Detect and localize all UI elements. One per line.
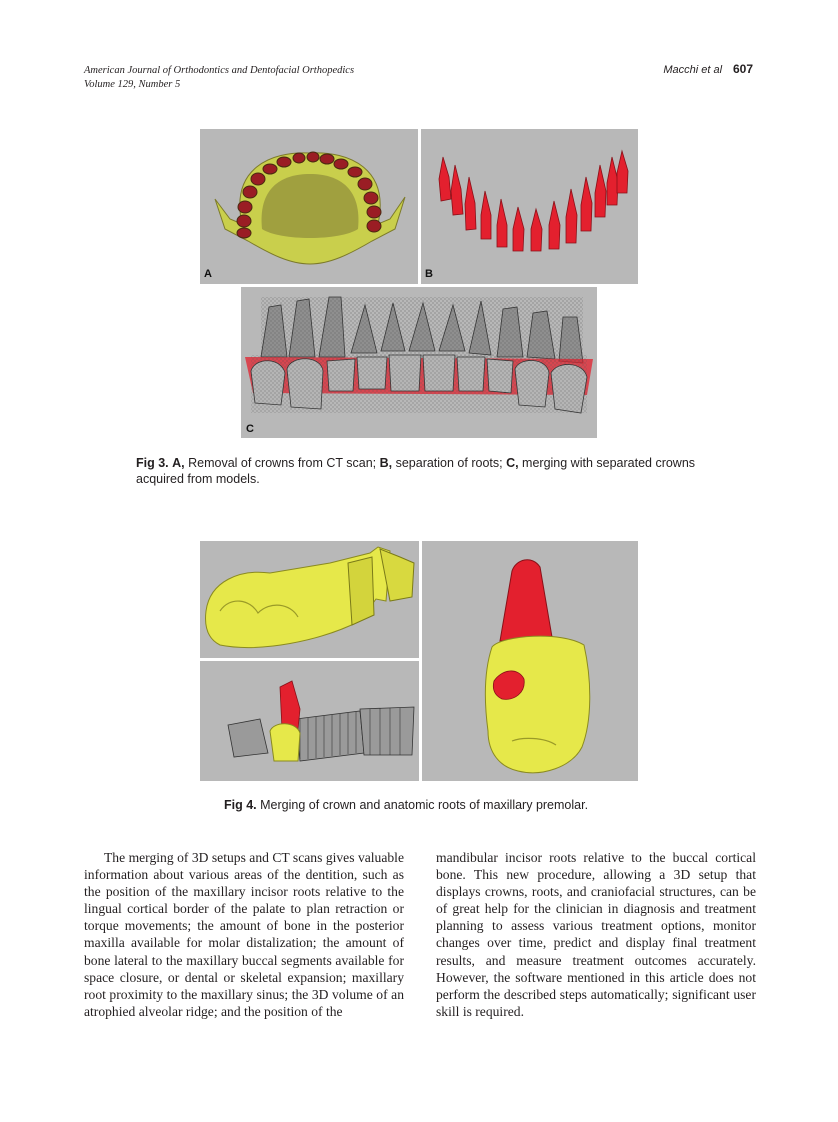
fig3-caption (136, 455, 706, 487)
fig4-caption-prefix: Fig 4. (224, 798, 257, 812)
fig4-caption-text: Merging of crown and anatomic roots of maxillary premolar. (256, 798, 589, 812)
page-number: 607 (732, 62, 753, 76)
page-header-right (663, 62, 753, 76)
running-header (84, 64, 354, 92)
fig3-label-a: A (204, 268, 212, 280)
merged-arch-segment-image (200, 661, 419, 781)
separated-roots-image (421, 129, 638, 284)
author-running-head: Macchi et al (663, 64, 723, 76)
body-paragraph-left: The merging of 3D setups and CT scans gives valuable information about various areas of the dentition, such as the position of the maxillary incisor roots relative to the lingual cortical border of the palate to plan retraction or torque movements; the amount of bone in the posterior maxilla available for molar distalization; the amount of bone lateral to the maxillary buccal segments available for space closure, or dental or skeletal expansion; maxillary root proximity to the maxillary sinus; the 3D volume of an atrophied alveolar ridge; and the position of the (84, 850, 404, 1019)
fig3-panel-c (241, 287, 597, 438)
fig3-part-c-text: merging with separated crowns acquired from models. (136, 456, 696, 486)
fig3-label-b: B (425, 268, 433, 280)
premolar-crowns-image (200, 541, 419, 658)
fig3-part-b-text: separation of roots; (392, 456, 507, 470)
body-paragraph-right: mandibular incisor roots relative to the buccal cortical bone. This new procedure, allowing a 3D setup that displays crowns, roots, and craniofacial structures, can be of great help for the clinician in diagnosis and treatment planning to assess various treatment options, monitor changes over time, predict and display final treatment results, and measure treatment outcomes accurately. However, the software mentioned in this article does not perform the described steps automatically; significant user skill is required. (436, 850, 756, 1019)
fig3-caption-prefix: Fig 3. (136, 456, 169, 470)
journal-volume: Volume 129, Number 5 (84, 79, 181, 90)
body-left-column (84, 849, 404, 1020)
fig3-part-b-letter: B, (379, 456, 393, 470)
fig4-panel-right (422, 541, 638, 781)
fig4-panel-top-left (200, 541, 419, 658)
fig3-part-a-text: Removal of crowns from CT scan; (184, 456, 380, 470)
merged-dentition-image (241, 287, 597, 438)
fig3-panel-b (421, 129, 638, 284)
fig3-panel-a (200, 129, 418, 284)
premolar-crown-root-image (422, 541, 638, 781)
maxillary-arch-crowns-image (200, 129, 418, 284)
fig4-panel-bottom-left (200, 661, 419, 781)
fig3-part-a-letter: A, (172, 456, 185, 470)
fig3-part-c-letter: C, (506, 456, 519, 470)
journal-title: American Journal of Orthodontics and Dentofacial Orthopedics (84, 65, 355, 76)
fig4-caption (224, 797, 644, 813)
body-right-column (436, 849, 756, 1020)
fig3-label-c: C (246, 423, 254, 435)
